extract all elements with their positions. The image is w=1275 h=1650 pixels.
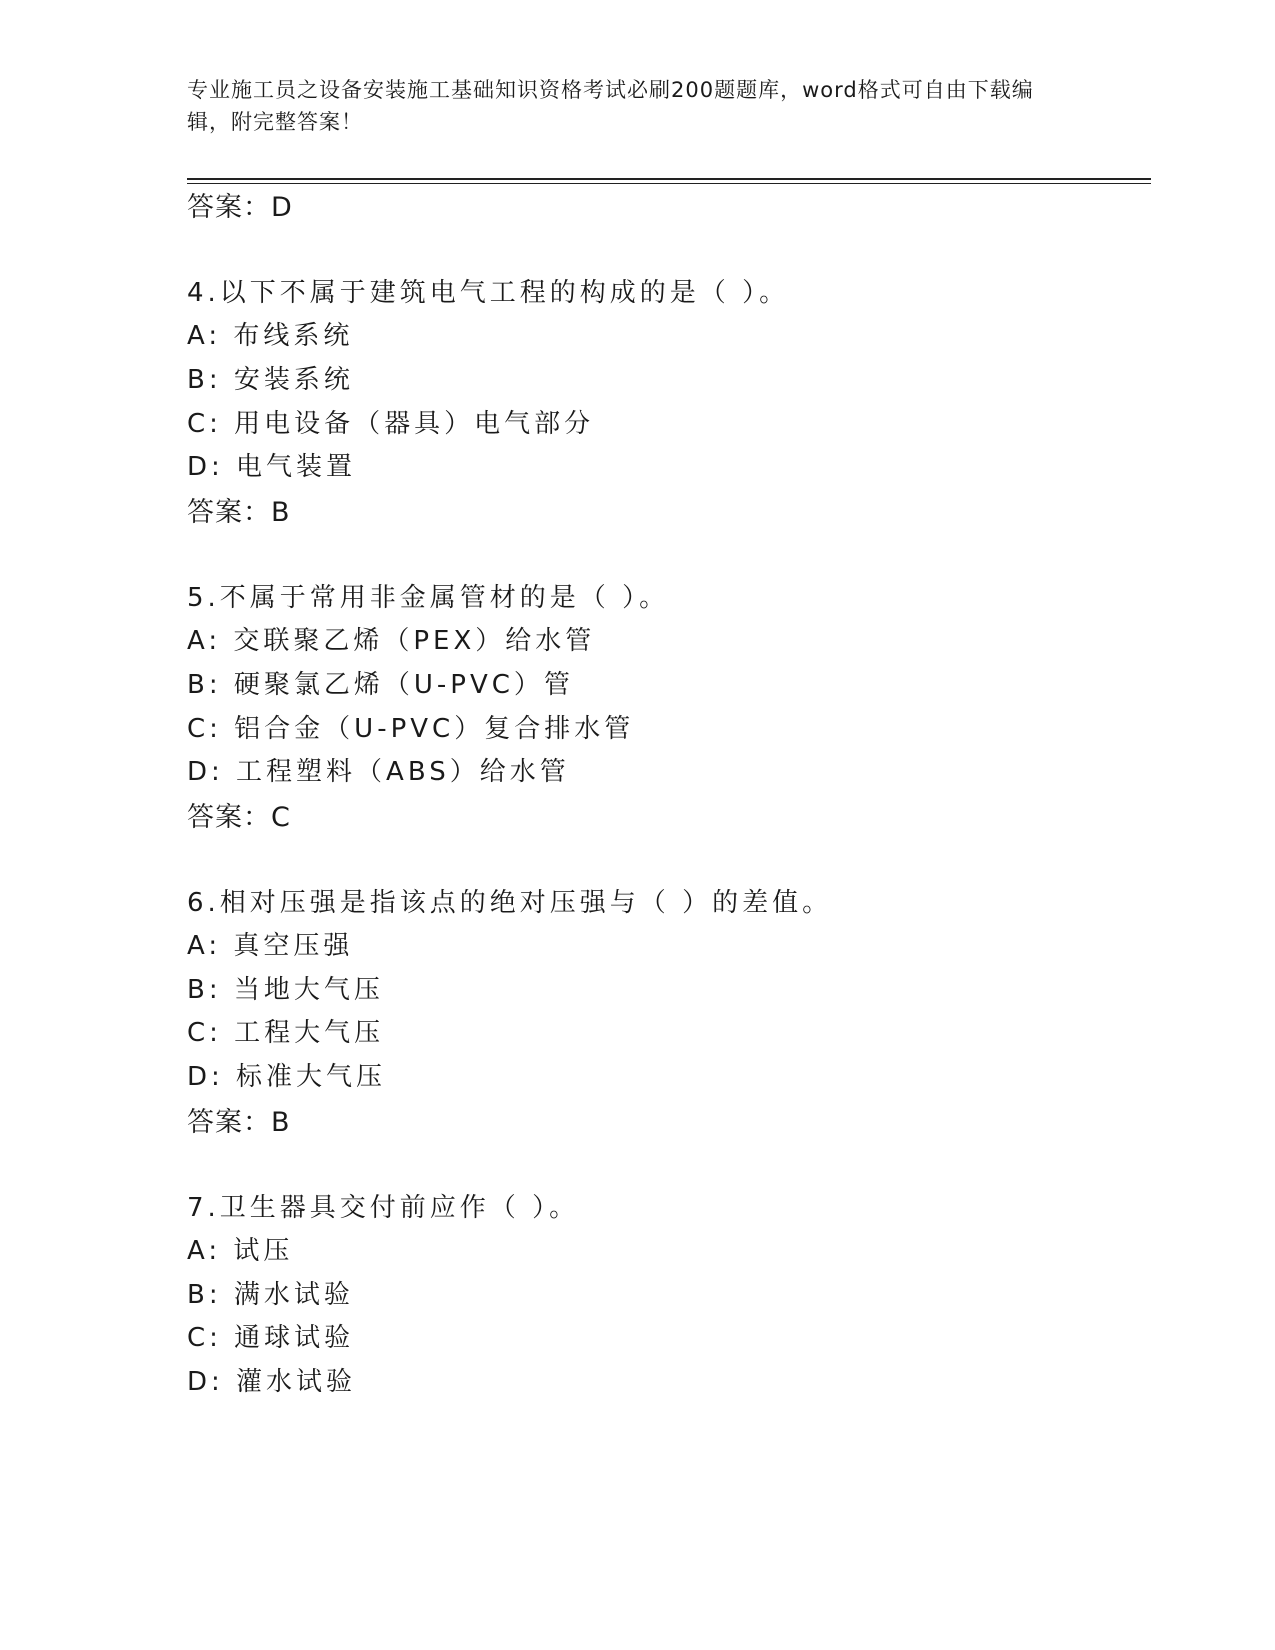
option-line: D: 灌水试验 (187, 1367, 357, 1397)
option-line: A: 布线系统 (187, 321, 354, 351)
option-line: B: 当地大气压 (187, 975, 384, 1005)
option-line: A: 交联聚乙烯（PEX）给水管 (187, 626, 596, 656)
option-line: C: 通球试验 (187, 1323, 355, 1353)
option-line: D: 电气装置 (187, 452, 357, 482)
header-divider-thick (187, 178, 1151, 180)
answer-line: 答案：D (187, 192, 293, 223)
option-line: D: 标准大气压 (187, 1062, 387, 1092)
question-line: 7.卫生器具交付前应作（ ）。 (187, 1193, 580, 1223)
answer-line: 答案：B (187, 1107, 291, 1138)
option-line: A: 真空压强 (187, 931, 354, 961)
option-line: B: 安装系统 (187, 365, 354, 395)
answer-line: 答案：B (187, 497, 291, 528)
answer-line: 答案：C (187, 802, 291, 833)
option-line: B: 硬聚氯乙烯（U-PVC）管 (187, 670, 574, 700)
document-header: 专业施工员之设备安装施工基础知识资格考试必刷200题题库，word格式可自由下载编辑，附完整答案！ (187, 78, 1034, 134)
option-line: B: 满水试验 (187, 1280, 354, 1310)
question-line: 5.不属于常用非金属管材的是（ ）。 (187, 583, 670, 613)
header-divider-thin (187, 183, 1151, 184)
option-line: A: 试压 (187, 1236, 294, 1266)
option-line: C: 铝合金（U-PVC）复合排水管 (187, 714, 635, 744)
question-line: 6.相对压强是指该点的绝对压强与（ ）的差值。 (187, 888, 833, 918)
option-line: C: 工程大气压 (187, 1018, 385, 1048)
question-line: 4.以下不属于建筑电气工程的构成的是（ ）。 (187, 278, 790, 308)
option-line: C: 用电设备（器具）电气部分 (187, 409, 595, 439)
option-line: D: 工程塑料（ABS）给水管 (187, 757, 570, 787)
